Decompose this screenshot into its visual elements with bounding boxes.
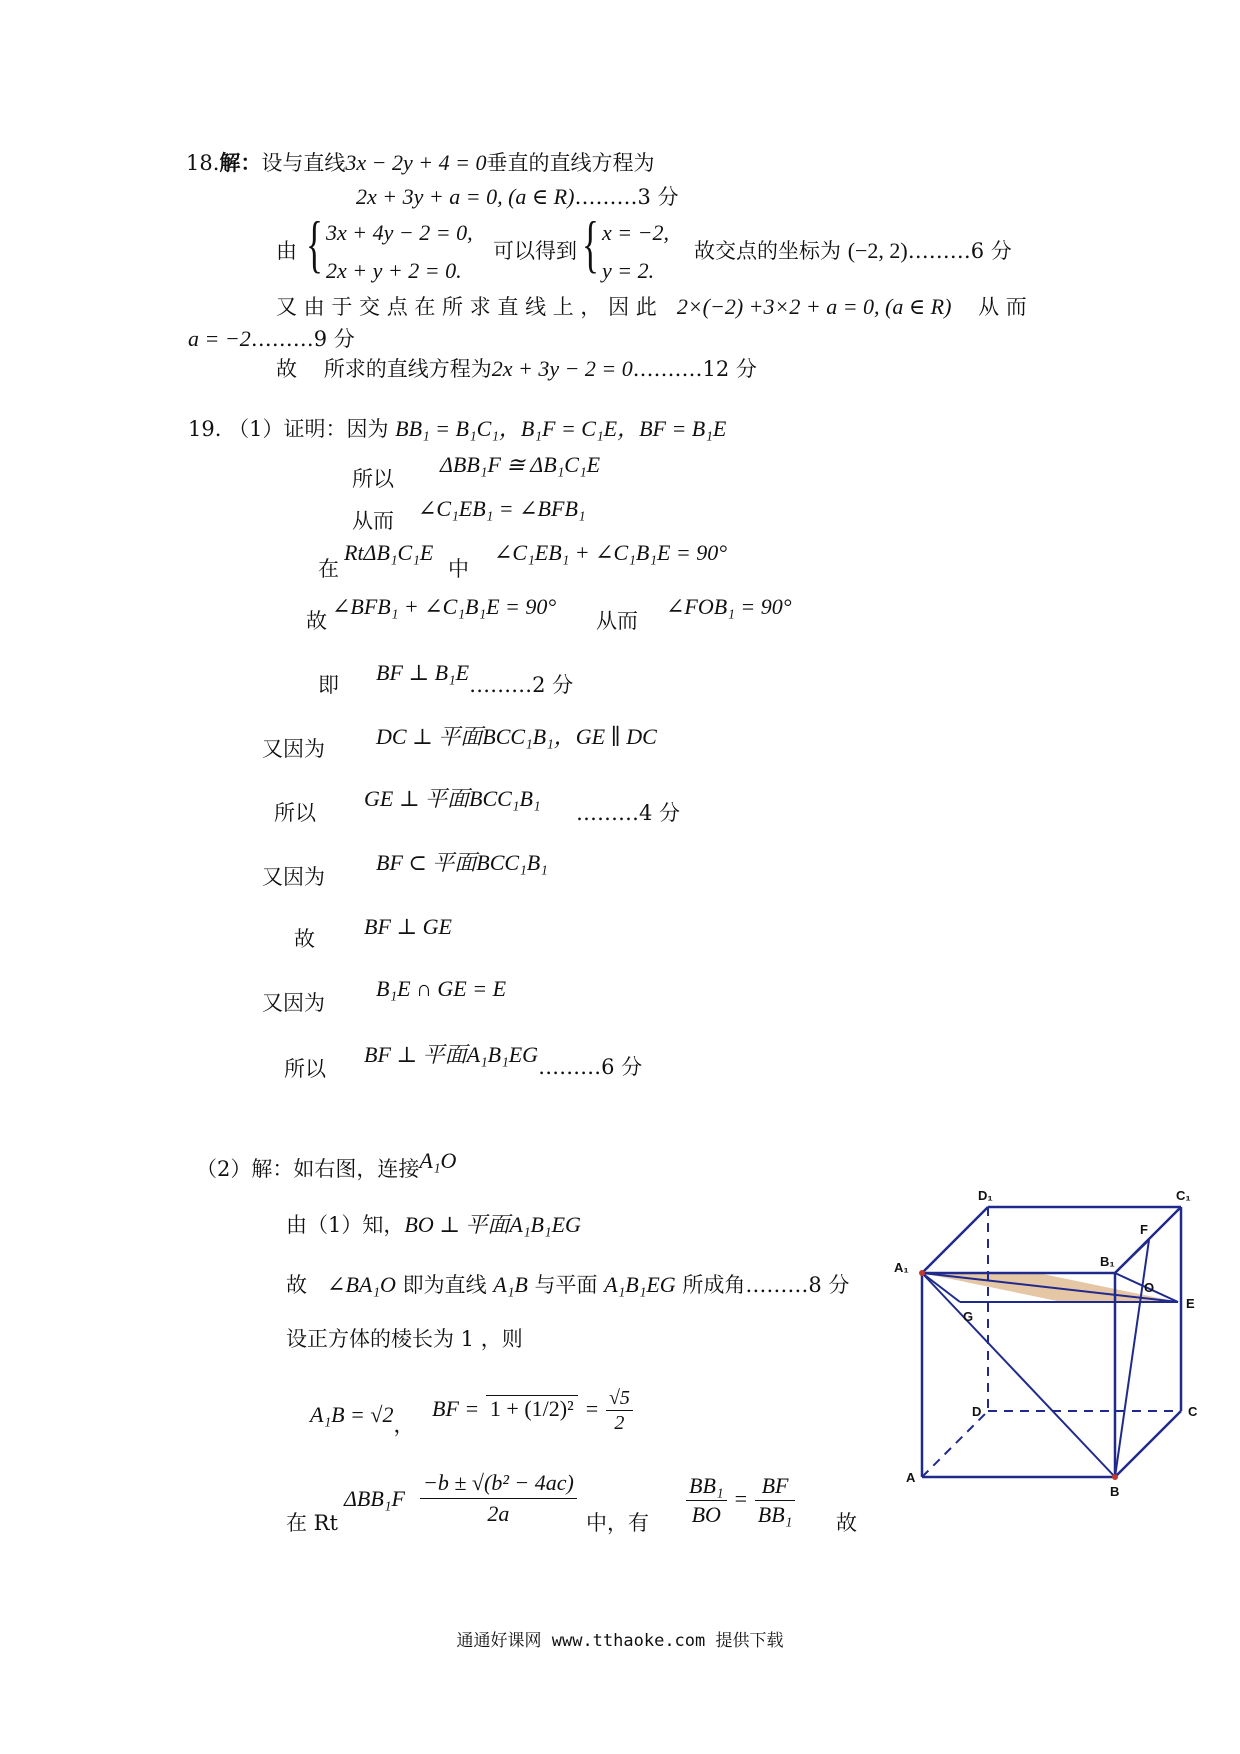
q18-text: 又 由 于 交 点 在 所 求 直 线 上 ， 因 此 xyxy=(276,295,657,319)
angle-eq: ∠C₁EB₁ = ∠BFB₁ xyxy=(418,496,586,521)
triangle-bb1f: ΔBB₁F xyxy=(344,1486,405,1511)
edge-b-c xyxy=(1115,1411,1181,1477)
q18-you: 由 xyxy=(276,239,297,263)
frac-num: −b ± √(b² − 4ac) xyxy=(420,1468,577,1499)
q18-a-value: a = −2 xyxy=(188,326,251,351)
q18-line4 xyxy=(276,294,1027,320)
q18-jiaodian xyxy=(694,238,1012,264)
hidden-edge-a-d xyxy=(922,1411,988,1477)
q18-sub-eq: 2×(−2) +3×2 + a = 0, (a ∈ R) xyxy=(676,294,952,319)
q19-given-eq: BB₁ = B₁C₁，B₁F = C₁E，BF = B₁E xyxy=(395,416,727,441)
q19-line1 xyxy=(188,416,726,442)
q19-youyinwei3: 又因为 xyxy=(262,991,325,1015)
fob1-angle: ∠FOB₁ = 90° xyxy=(666,594,792,619)
q18-text: 从 而 xyxy=(978,295,1027,319)
frac-den: 2 xyxy=(614,1412,625,1434)
bf-value-fraction xyxy=(606,1386,633,1435)
ratio-right xyxy=(755,1472,796,1529)
intersection-point: (−2, 2) xyxy=(847,238,908,263)
congruence-eq: ΔBB₁F ≅ ΔB₁C₁E xyxy=(440,452,601,477)
bf-perp-ge: BF ⊥ GE xyxy=(364,914,452,939)
frac-num: √5 xyxy=(606,1386,633,1411)
bf-length-eq xyxy=(432,1386,633,1435)
bo-perp-plane: BO ⊥ 平面A₁B₁EG xyxy=(404,1212,581,1237)
a1b-length: A₁B = √2 xyxy=(310,1402,394,1427)
label-f: F xyxy=(1140,1222,1148,1237)
q18-kedao: 可以得到 xyxy=(493,239,577,263)
q19-zai: 在 xyxy=(318,557,339,581)
q19-congr2: 从而 xyxy=(596,609,638,633)
rt-angle-sum: ∠C₁EB₁ + ∠C₁B₁E = 90° xyxy=(494,540,728,565)
q19-text: （2）解：如右图，连接 xyxy=(196,1157,420,1181)
q19-part2-l3: 设正方体的棱长为 1 ，则 xyxy=(286,1327,523,1351)
left-brace: { xyxy=(306,208,323,279)
label-d1: D₁ xyxy=(978,1188,993,1203)
label-b: B xyxy=(1110,1484,1120,1499)
q19-part2-l1 xyxy=(286,1212,581,1238)
dc-perp-plane: DC ⊥ 平面BCC₁B₁，GE ∥ DC xyxy=(376,724,657,749)
frac-den: 2a xyxy=(487,1501,510,1526)
q18-number: 18. xyxy=(186,151,220,175)
quadratic-fraction xyxy=(420,1468,577,1529)
score-mark: ………8 分 xyxy=(745,1273,850,1297)
q19-text: 故 xyxy=(286,1273,307,1297)
bfb1-angle-sum: ∠BFB₁ + ∠C₁B₁E = 90° xyxy=(332,594,557,619)
q19-text: （1）证明：因为 xyxy=(228,417,389,441)
q18-answer-eq: 2x + 3y − 2 = 0 xyxy=(491,356,633,381)
score-mark: ………9 分 xyxy=(250,327,355,351)
quadratic-formula xyxy=(420,1468,577,1529)
q19-zhong: 中 xyxy=(448,557,469,581)
label-a1: A₁ xyxy=(894,1260,909,1275)
q19-ji-line xyxy=(376,660,574,697)
label-d: D xyxy=(972,1404,982,1419)
q18-text: 垂直的直线方程为 xyxy=(486,151,655,175)
segment-b1-f xyxy=(1115,1240,1149,1273)
q18-text: 故交点的坐标为 xyxy=(694,239,841,263)
score-mark: ………3 分 xyxy=(574,185,679,209)
q18-solution-label: 解： xyxy=(219,150,262,175)
footer-source: 通通好课网 www.tthaoke.com 提供下载 xyxy=(456,1631,784,1651)
a1o-segment: A₁O xyxy=(419,1148,457,1173)
q19-part2-l2 xyxy=(286,1272,849,1298)
frac-den: BO xyxy=(691,1502,721,1527)
q19-suoyi3: 所以 xyxy=(284,1057,326,1081)
frac-num: BF xyxy=(755,1472,796,1501)
left-brace: { xyxy=(582,208,599,279)
edge-a1-d1 xyxy=(922,1207,988,1273)
equals-sign: = xyxy=(733,1486,749,1511)
q19-youyinwei: 又因为 xyxy=(262,737,325,761)
cube-figure xyxy=(890,1180,1220,1500)
point-a1 xyxy=(919,1270,925,1276)
ratio-eq xyxy=(686,1472,795,1529)
q18-line1 xyxy=(186,150,654,176)
label-e: E xyxy=(1186,1296,1195,1311)
q19-number: 19. xyxy=(188,417,222,441)
q18-text: 所求的直线方程为 xyxy=(323,357,492,381)
q18-line-eq: 3x − 2y + 4 = 0 xyxy=(345,150,487,175)
q19-zai-rt: 在 Rt xyxy=(286,1511,338,1535)
label-c1: C₁ xyxy=(1176,1188,1191,1203)
label-b1: B₁ xyxy=(1100,1254,1115,1269)
q19-text: 所成角 xyxy=(682,1273,746,1297)
q18-line6 xyxy=(276,356,757,382)
q19-final-line xyxy=(364,1042,643,1079)
q19-gu2: 故 xyxy=(294,927,315,951)
q19-text: 与平面 xyxy=(534,1273,598,1297)
equals-sign: = xyxy=(584,1396,600,1421)
q19-zhong-you: 中，有 xyxy=(586,1511,649,1535)
system1-eq2: 2x + y + 2 = 0. xyxy=(326,258,462,283)
q19-part2-l4 xyxy=(310,1402,415,1437)
label-c: C xyxy=(1188,1404,1198,1419)
system1-eq1: 3x + 4y − 2 = 0, xyxy=(326,220,473,245)
frac-num: BB₁ xyxy=(686,1472,727,1501)
plane-a1b1eg: A₁B₁EG xyxy=(604,1272,676,1297)
label-o: O xyxy=(1144,1280,1155,1295)
q19-text: 即为直线 xyxy=(402,1273,487,1297)
q19-ji: 即 xyxy=(318,673,339,697)
score-mark: ………6 分 xyxy=(907,239,1012,263)
q19-youyinwei2: 又因为 xyxy=(262,865,325,889)
q18-line5 xyxy=(188,326,355,352)
line-a1b: A₁B xyxy=(493,1272,528,1297)
q19-text: 由（1）知， xyxy=(286,1213,405,1237)
edge-a1-b-diag xyxy=(922,1273,1115,1477)
system2-eq2: y = 2. xyxy=(602,258,655,283)
q19-suoyi2: 所以 xyxy=(274,801,316,825)
q18-perp-eq: 2x + 3y + a = 0, (a ∈ R) xyxy=(356,184,575,209)
q19-suoyi: 所以 xyxy=(352,467,394,491)
q18-line2 xyxy=(356,184,679,210)
intersection-eq: B₁E ∩ GE = E xyxy=(376,976,507,1001)
q19-gu-end: 故 xyxy=(836,1511,857,1535)
ratio-left xyxy=(686,1472,727,1529)
label-g: G xyxy=(963,1309,974,1324)
bf-perp-a1b1eg: BF ⊥ 平面A₁B₁EG xyxy=(364,1042,539,1067)
ge-perp-plane: GE ⊥ 平面BCC₁B₁ xyxy=(364,786,541,811)
score-mark: ………4 分 xyxy=(576,801,681,825)
bf-radicand: 1 + (1/2)² xyxy=(486,1395,578,1421)
point-b xyxy=(1112,1474,1118,1480)
q19-text: ， xyxy=(393,1413,415,1437)
bf-perp-b1e: BF ⊥ B₁E xyxy=(376,660,470,685)
score-mark: ………6 分 xyxy=(538,1055,643,1079)
score-mark: ………2 分 xyxy=(469,673,574,697)
q18-text: 故 xyxy=(276,357,297,381)
q19-part2-head xyxy=(196,1148,457,1182)
rt-triangle: RtΔB₁C₁E xyxy=(344,540,434,565)
frac-den: BB₁ xyxy=(757,1502,793,1527)
q18-text: 设与直线 xyxy=(261,151,346,175)
angle-ba1o: ∠BA₁O xyxy=(327,1272,396,1297)
bf-subset-plane: BF ⊂ 平面BCC₁B₁ xyxy=(376,850,548,875)
bf-lhs: BF = xyxy=(432,1396,480,1421)
label-a: A xyxy=(906,1470,916,1485)
q19-gu: 故 xyxy=(306,609,327,633)
system2-eq1: x = −2, xyxy=(602,220,669,245)
q19-congr: 从而 xyxy=(352,509,394,533)
score-mark: .………12 分 xyxy=(632,357,757,381)
